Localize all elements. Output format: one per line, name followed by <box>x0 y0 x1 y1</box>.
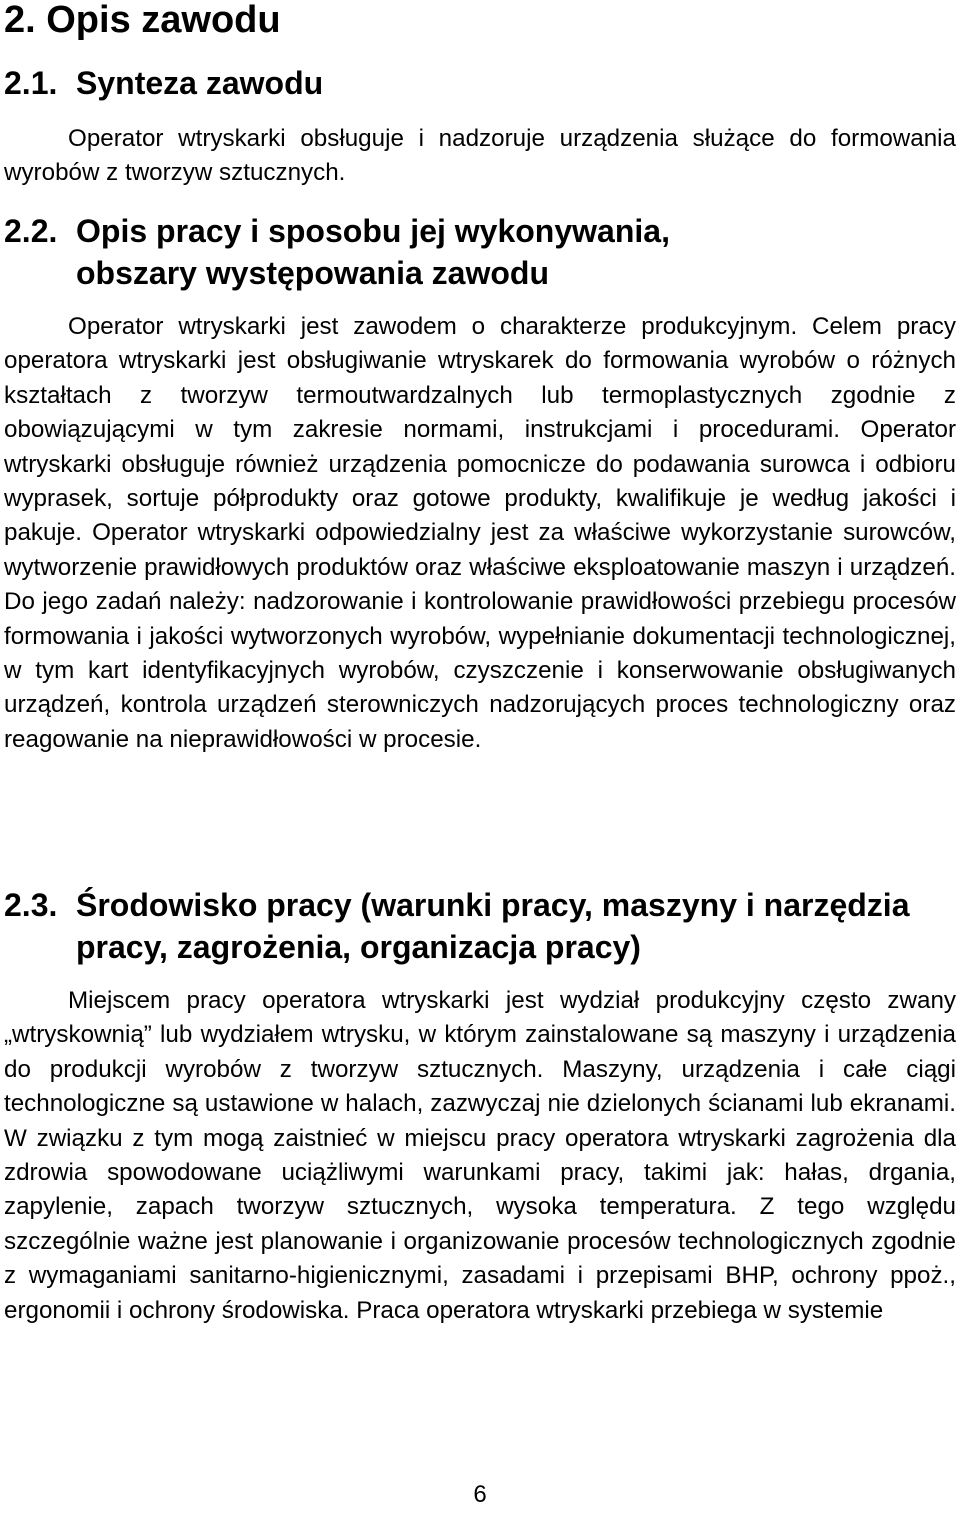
section-paragraph-2-1: Operator wtryskarki obsługuje i nadzoruje urządzenia służące do formowania wyrobów z tworzyw sztucznych. <box>4 125 956 187</box>
page-number: 6 <box>473 1481 487 1508</box>
section-number-2-2: 2.2. <box>4 213 58 249</box>
section-paragraph-2-2: Operator wtryskarki jest zawodem o charakterze produkcyjnym. Celem pracy operatora wtryskarki jest obsługiwanie wtryskarek do formowania wyrobów o różnych kształtach z tworzyw termoutwardzalnych lub termoplastycznych zgodnie z obowiązującymi w tym zakresie normami, instrukcjami i procedurami. Operator wtryskarki obsługuje również urządzenia pomocnicze do podawania surowca i odbioru wyprasek, sortuje półprodukty oraz gotowe produkty, kwalifikuje je według jakości i pakuje. Operator wtryskarki odpowiedzialny jest za właściwe wykorzystanie surowców, wytworzenie prawidłowych produktów oraz właściwe eksploatowanie maszyn i urządzeń. Do jego zadań należy: nadzorowanie i kontrolowanie prawidłowości przebiegu procesów formowania i jakości wytworzonych wyrobów, wypełnianie dokumentacji technologicznej, w tym kart identyfikacyjnych wyrobów, czyszczenie i konserwowanie obsługiwanych urządzeń, kontrola urządzeń sterowniczych nadzorujących proces technologiczny oraz reagowanie na nieprawidłowości w procesie. <box>4 313 956 753</box>
section-paragraph-2-3: Miejscem pracy operatora wtryskarki jest wydział produkcyjny często zwany „wtryskownią” lub wydziałem wtrysku, w którym zainstalowane są maszyny i urządzenia do produkcji wyrobów z tworzyw sztucznych. Maszyny, urządzenia i całe ciągi technologiczne są ustawione w halach, zazwyczaj nie dzielonych ścianami lub ekranami. W związku z tym mogą zaistnieć w miejscu pracy operatora wtryskarki zagrożenia dla zdrowia spowodowane uciążliwymi warunkami pracy, takimi jak: hałas, drgania, zapylenie, zapach tworzyw sztucznych, wysoka temperatura. Z tego względu szczególnie ważne jest planowanie i organizowanie procesów technologicznych zgodnie z wymaganiami sanitarno-higienicznymi, zasadami i przepisami BHP, ochrony ppoż., ergonomii i ochrony środowiska. Praca operatora wtryskarki przebiega w systemie <box>4 987 956 1324</box>
section-number-2-3: 2.3. <box>4 887 58 923</box>
chapter-title: 2. Opis zawodu <box>4 0 281 41</box>
section-title-2-2: Opis pracy i sposobu jej wykonywania, obszary występowania zawodu <box>76 213 670 291</box>
section-title-2-1: Synteza zawodu <box>76 65 324 101</box>
section-heading-2-3 <box>4 884 954 970</box>
section-title-2-3: Środowisko pracy (warunki pracy, maszyny i narzędzia pracy, zagrożenia, organizacja pracy) <box>76 887 910 965</box>
section-heading-2-2 <box>4 210 954 296</box>
section-number-2-1: 2.1. <box>4 65 58 101</box>
